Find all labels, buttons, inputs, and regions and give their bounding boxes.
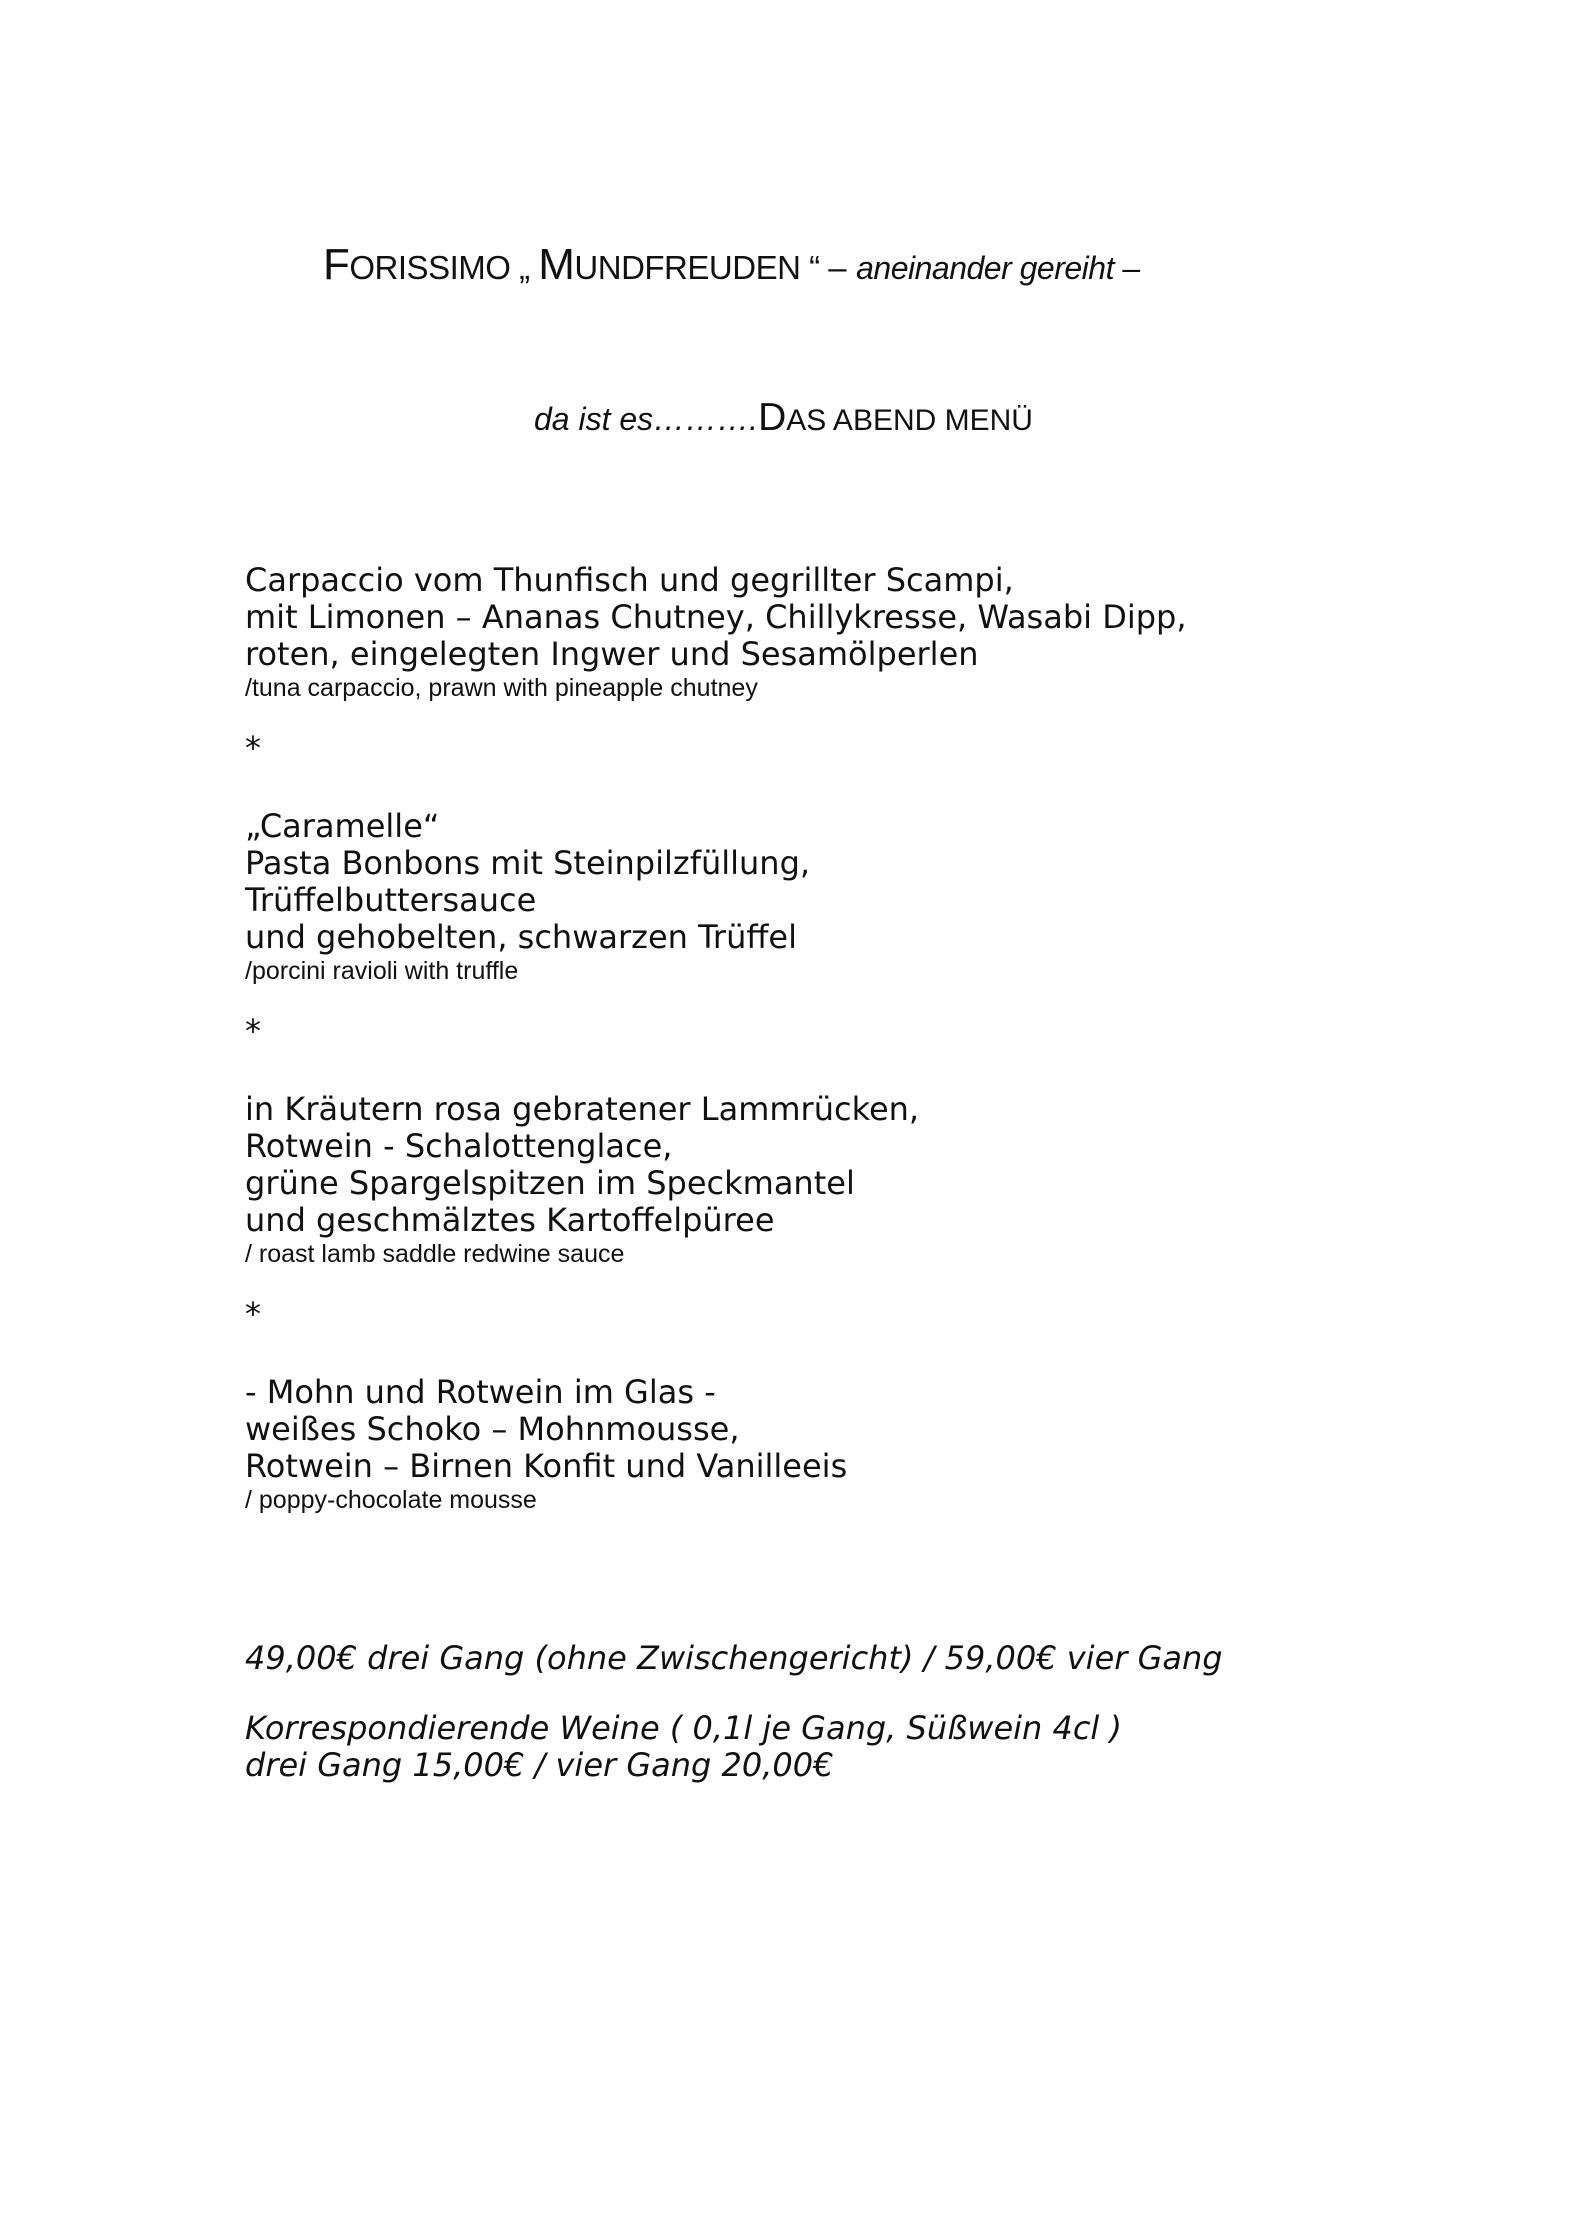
course-line: roten, eingelegten Ingwer und Sesamölperlen	[245, 635, 979, 673]
wine-pairing	[245, 1710, 1445, 1784]
course-separator: *	[245, 1012, 261, 1050]
course-line: mit Limonen – Ananas Chutney, Chillykresse, Wasabi Dipp,	[245, 598, 1187, 636]
page-subtitle	[534, 396, 1033, 440]
title-undfreuden: UNDFREUDEN	[574, 249, 801, 286]
title-initial-f: F	[323, 240, 350, 289]
course-line: Carpaccio vom Thunfisch und gegrillter Scampi,	[245, 561, 1014, 599]
course-separator: *	[245, 729, 261, 767]
course-dessert	[245, 1374, 1395, 1515]
menu-courses	[245, 562, 1395, 1515]
course-starter	[245, 562, 1395, 703]
wine-pairing-price: drei Gang 15,00€ / vier Gang 20,00€	[245, 1746, 834, 1784]
course-line: grüne Spargelspitzen im Speckmantel	[245, 1164, 855, 1202]
course-english: / poppy-chocolate mousse	[245, 1486, 537, 1514]
course-line: „Caramelle“	[245, 807, 440, 845]
title-quote-open: „	[510, 249, 539, 286]
subtitle-intro: da ist es……….	[534, 401, 759, 437]
course-line: Rotwein - Schalottenglace,	[245, 1127, 673, 1165]
title-initial-m: M	[538, 240, 575, 289]
course-line: Pasta Bonbons mit Steinpilzfüllung,	[245, 844, 811, 882]
course-line: Trüffelbuttersauce	[245, 881, 537, 919]
wine-pairing-description: Korrespondierende Weine ( 0,1l je Gang, Süßwein 4cl )	[245, 1709, 1122, 1747]
course-line: und gehobelten, schwarzen Trüffel	[245, 918, 797, 956]
course-pasta	[245, 808, 1395, 986]
course-english: /porcini ravioli with truffle	[245, 957, 519, 985]
course-main	[245, 1091, 1395, 1269]
course-line: in Kräutern rosa gebratener Lammrücken,	[245, 1090, 920, 1128]
course-line: und geschmälztes Kartoffelpüree	[245, 1201, 775, 1239]
title-tagline: aneinander gereiht –	[856, 250, 1140, 286]
page-title	[323, 240, 1423, 290]
title-orissimo: ORISSIMO	[349, 249, 511, 286]
subtitle-rest: AS ABEND MENÜ	[786, 404, 1033, 437]
subtitle-initial-d: D	[758, 396, 787, 439]
course-separator: *	[245, 1295, 261, 1333]
title-quote-close: “ –	[800, 249, 847, 286]
course-line: weißes Schoko – Mohnmousse,	[245, 1410, 740, 1448]
menu-price: 49,00€ drei Gang (ohne Zwischengericht) / 59,00€ vier Gang	[245, 1639, 1223, 1677]
course-line: - Mohn und Rotwein im Glas -	[245, 1373, 716, 1411]
course-line: Rotwein – Birnen Konfit und Vanilleeis	[245, 1447, 848, 1485]
pricing-section	[245, 1640, 1445, 1784]
course-english: / roast lamb saddle redwine sauce	[245, 1240, 625, 1268]
course-english: /tuna carpaccio, prawn with pineapple chutney	[245, 674, 758, 702]
